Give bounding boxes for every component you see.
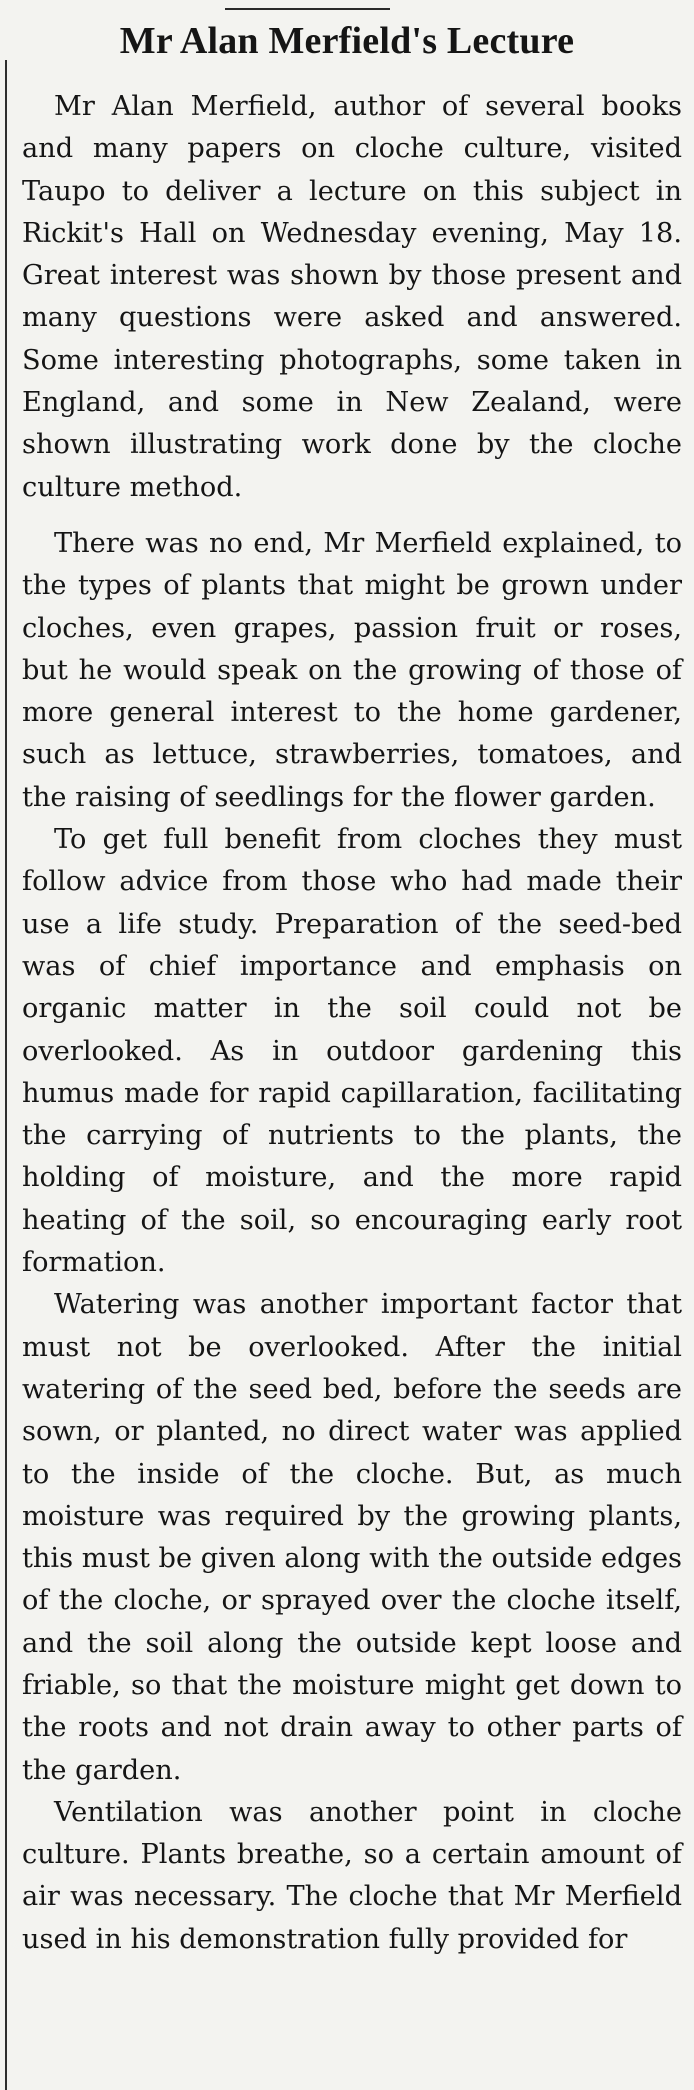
paragraph-watering: Watering was another important factor that must not be overlooked. After the initial watering of the seed bed, before the seeds are sown, or planted, no direct water was applied to the inside of the cloche. But, as much moisture was required by the growing plants, this must be given along with the outside edges of the cloche, or sprayed over the cloche itself, and the soil along the outside kept loose and friable, so that the moisture might get down to the roots and not drain away to other parts of the garden.	[22, 1289, 682, 1786]
paragraph-intro: Mr Alan Merfield, author of several books and many papers on cloche culture, visited Taupo to deliver a lecture on this subject in Rickit's Hall on Wednesday evening, May 18. Great interest was shown by those present and many questions were asked and answered. Some interesting photographs, some taken in England, and some in New Zealand, were shown illustrating work done by the cloche culture method.	[22, 91, 682, 503]
paragraph-seed-bed: To get full benefit from cloches they must follow advice from those who had made their use a life study. Preparation of the seed-bed was of chief importance and emphasis on organic matter in the soil could not be overlooked. As in outdoor gardening this humus made for rapid capillaration, facilitating the carrying of nutrients to the plants, the holding of moisture, and the more rapid heating of the soil, so encouraging early root formation.	[22, 824, 682, 1279]
article-body	[22, 86, 682, 1961]
paragraph-ventilation: Ventilation was another point in cloche culture. Plants breathe, so a certain amount of air was necessary. The cloche that Mr Merfield used in his demonstration fully provided for	[22, 1796, 682, 1955]
article-headline: Mr Alan Merfield's Lecture	[119, 20, 575, 62]
top-rule	[225, 8, 390, 10]
paragraph-plant-types: There was no end, Mr Merfield explained, to the types of plants that might be grown under cloches, even grapes, passion fruit or roses, but he would speak on the growing of those of more general interest to the home gardener, such as lettuce, strawberries, tomatoes, and the raising of seedlings for the flower garden.	[22, 527, 682, 813]
column-rule	[5, 60, 7, 2090]
